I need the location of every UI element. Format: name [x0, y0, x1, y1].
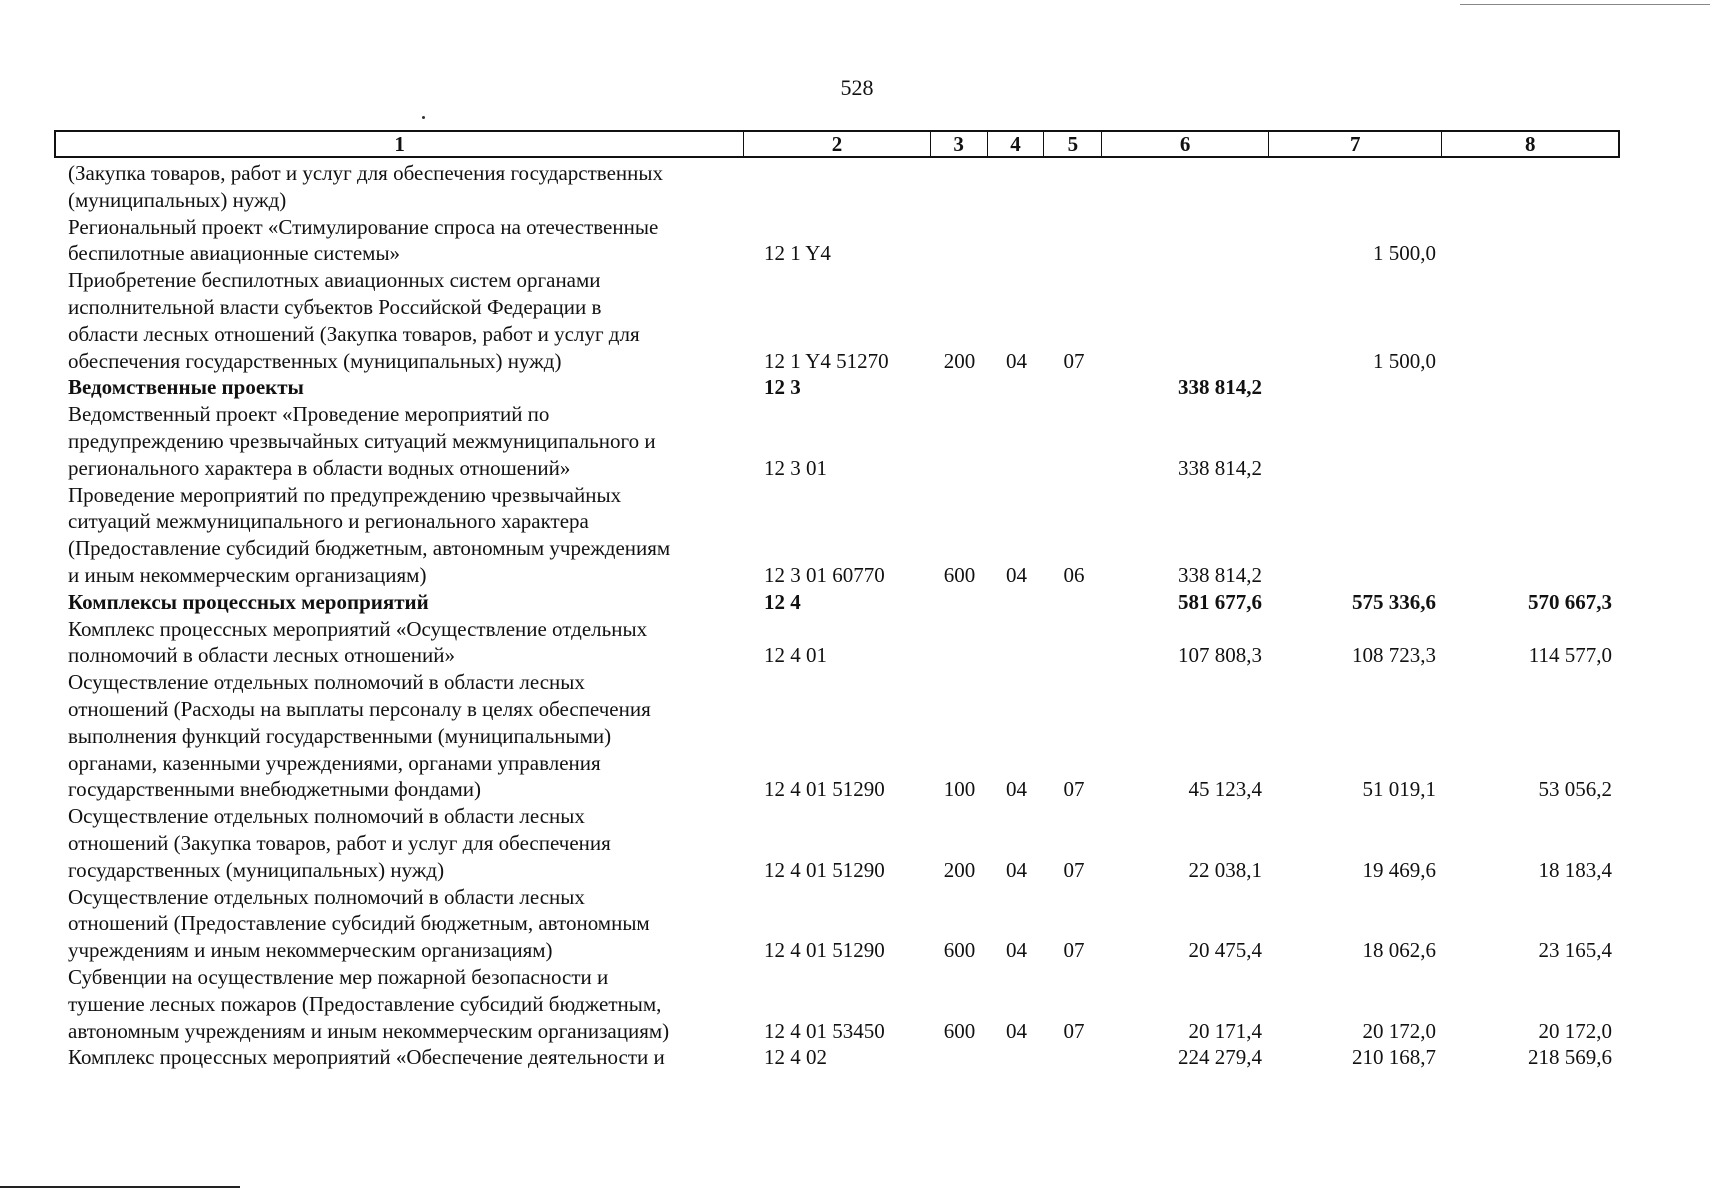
scan-edge-line	[1460, 4, 1710, 5]
row-description	[54, 616, 734, 670]
row-value-col8: 20 172,0	[1538, 1018, 1612, 1043]
page-number: 528	[840, 75, 874, 100]
row-value-col6: 338 814,2	[1178, 375, 1262, 400]
row-subsection: 06	[1063, 562, 1085, 587]
description-line: беспилотные авиационные системы»	[68, 241, 401, 266]
description-line: обеспечения государственных (муниципальных) нужд)	[68, 348, 562, 373]
row-expense-type: 200	[943, 348, 976, 373]
row-code: 12 4 01	[764, 643, 827, 668]
table-row	[54, 267, 1620, 374]
table-row	[54, 482, 1620, 589]
row-description	[54, 267, 734, 374]
row-expense-type: 600	[943, 1018, 976, 1043]
row-value-col8: 218 569,6	[1528, 1045, 1612, 1070]
description-line: регионального характера в области водных отношений»	[68, 455, 571, 480]
row-value-col7: 1 500,0	[1373, 241, 1436, 266]
row-value-col7: 210 168,7	[1352, 1045, 1436, 1070]
row-code: 12 4	[764, 589, 801, 614]
row-description	[54, 803, 734, 883]
row-value-col6: 22 038,1	[1188, 857, 1262, 882]
header-col-1: 1	[56, 132, 744, 156]
row-value-col8: 23 165,4	[1538, 938, 1612, 963]
description-line: (Закупка товаров, работ и услуг для обеспечения государственных	[68, 161, 664, 185]
description-line: предупреждению чрезвычайных ситуаций межмуниципального и	[68, 428, 656, 453]
table-row	[54, 160, 1620, 214]
row-description	[54, 884, 734, 964]
row-description	[54, 374, 734, 401]
description-line: Региональный проект «Стимулирование спроса на отечественные	[68, 214, 659, 239]
description-line: отношений (Расходы на выплаты персоналу в целях обеспечения	[68, 696, 651, 721]
description-line: учреждениям и иным некоммерческим организациям)	[68, 938, 553, 963]
row-value-col6: 224 279,4	[1178, 1045, 1262, 1070]
description-line: автономным учреждениям и иным некоммерческим организациям)	[68, 1018, 670, 1043]
header-col-8: 8	[1524, 132, 1536, 156]
row-section: 04	[1006, 1018, 1027, 1043]
row-value-col8: 570 667,3	[1528, 589, 1612, 614]
row-description	[54, 964, 734, 1044]
row-expense-type: 600	[943, 938, 976, 963]
row-expense-type: 600	[943, 562, 976, 587]
row-value-col7: 20 172,0	[1362, 1018, 1436, 1043]
description-line: органами, казенными учреждениями, органами управления	[68, 750, 601, 775]
description-line: Осуществление отдельных полномочий в области лесных	[68, 670, 585, 695]
row-code: 12 1 Y4	[764, 241, 831, 266]
row-section: 04	[1006, 857, 1027, 882]
description-line: государственными внебюджетными фондами)	[68, 777, 482, 802]
row-value-col7: 19 469,6	[1362, 857, 1436, 882]
table-row	[54, 884, 1620, 964]
description-line: Осуществление отдельных полномочий в области лесных	[68, 804, 585, 829]
header-col-4: 4	[988, 132, 1045, 156]
description-line: государственных (муниципальных) нужд)	[68, 857, 445, 882]
row-value-col7: 1 500,0	[1373, 348, 1436, 373]
row-value-col6: 338 814,2	[1178, 455, 1262, 480]
description-line: исполнительной власти субъектов Российской Федерации в	[68, 294, 602, 319]
header-col-5: 5	[1044, 132, 1102, 156]
row-code: 12 4 01 51290	[764, 857, 885, 882]
row-description	[54, 401, 734, 481]
header-col-6: 6	[1102, 132, 1269, 156]
description-line: Проведение мероприятий по предупреждению чрезвычайных	[68, 482, 622, 507]
description-line: отношений (Закупка товаров, работ и услуг для обеспечения	[68, 830, 611, 855]
row-code: 12 3 01	[764, 455, 827, 480]
table-row	[54, 616, 1620, 670]
row-section: 04	[1006, 348, 1027, 373]
table-row	[54, 589, 1620, 616]
row-description	[54, 160, 734, 214]
row-code: 12 3	[764, 375, 801, 400]
description-line: Комплекс процессных мероприятий «Осуществление отдельных	[68, 616, 648, 641]
description-line: Приобретение беспилотных авиационных систем органами	[68, 268, 601, 293]
row-code: 12 4 01 51290	[764, 777, 885, 802]
row-value-col6: 20 475,4	[1188, 938, 1262, 963]
row-description	[54, 589, 734, 616]
row-value-col6: 20 171,4	[1188, 1018, 1262, 1043]
row-value-col7: 51 019,1	[1362, 777, 1436, 802]
row-section: 04	[1006, 777, 1027, 802]
row-value-col8: 114 577,0	[1528, 643, 1612, 668]
row-description	[54, 1044, 734, 1071]
row-section: 04	[1006, 562, 1027, 587]
row-code: 12 1 Y4 51270	[764, 348, 889, 373]
row-section: 04	[1006, 938, 1027, 963]
row-value-col7: 575 336,6	[1352, 589, 1436, 614]
row-subsection: 07	[1063, 777, 1085, 802]
row-expense-type: 100	[943, 777, 976, 802]
row-subsection: 07	[1063, 938, 1085, 963]
row-value-col6: 581 677,6	[1178, 589, 1262, 614]
description-line: Осуществление отдельных полномочий в области лесных	[68, 884, 585, 909]
header-col-7: 7	[1269, 132, 1443, 156]
table-row	[54, 669, 1620, 803]
description-line: ситуаций межмуниципального и регионального характера	[68, 509, 589, 534]
row-value-col6: 45 123,4	[1188, 777, 1262, 802]
table-row	[54, 803, 1620, 883]
row-code: 12 4 02	[764, 1045, 827, 1070]
row-value-col8: 18 183,4	[1538, 857, 1612, 882]
description-line: (Предоставление субсидий бюджетным, автономным учреждениям	[68, 536, 671, 561]
row-code: 12 4 01 53450	[764, 1018, 885, 1043]
description-line: Комплекс процессных мероприятий «Обеспечение деятельности и	[68, 1045, 665, 1070]
description-line: выполнения функций государственными (муниципальными)	[68, 723, 612, 748]
description-line: (муниципальных) нужд)	[68, 187, 287, 212]
description-line: Ведомственный проект «Проведение мероприятий по	[68, 402, 550, 427]
scan-dot	[422, 116, 425, 119]
description-line: полномочий в области лесных отношений»	[68, 643, 456, 668]
row-description	[54, 482, 734, 589]
row-code: 12 4 01 51290	[764, 938, 885, 963]
row-value-col6: 338 814,2	[1178, 562, 1262, 587]
description-line: тушение лесных пожаров (Предоставление субсидий бюджетным,	[68, 991, 662, 1016]
table-row	[54, 1044, 1620, 1071]
row-description	[54, 214, 734, 268]
row-value-col6: 107 808,3	[1178, 643, 1262, 668]
header-col-2: 2	[744, 132, 931, 156]
row-description	[54, 669, 734, 803]
row-value-col7: 108 723,3	[1352, 643, 1436, 668]
row-subsection: 07	[1063, 1018, 1085, 1043]
description-line: и иным некоммерческим организациям)	[68, 562, 427, 587]
table-row	[54, 401, 1620, 481]
description-line: Комплексы процессных мероприятий	[68, 589, 429, 614]
header-col-3: 3	[931, 132, 988, 156]
table-row	[54, 374, 1620, 401]
table-row	[54, 964, 1620, 1044]
row-value-col7: 18 062,6	[1362, 938, 1436, 963]
row-value-col8: 53 056,2	[1538, 777, 1612, 802]
row-expense-type: 200	[943, 857, 976, 882]
row-subsection: 07	[1063, 857, 1085, 882]
table-header	[54, 130, 1620, 158]
description-line: области лесных отношений (Закупка товаров, работ и услуг для	[68, 321, 640, 346]
row-subsection: 07	[1063, 348, 1085, 373]
scan-edge-line-bottom	[0, 1186, 240, 1188]
table-row	[54, 214, 1620, 268]
description-line: отношений (Предоставление субсидий бюджетным, автономным	[68, 911, 650, 936]
row-code: 12 3 01 60770	[764, 562, 885, 587]
table-body	[54, 160, 1620, 1071]
description-line: Ведомственные проекты	[68, 375, 304, 400]
description-line: Субвенции на осуществление мер пожарной безопасности и	[68, 964, 609, 989]
